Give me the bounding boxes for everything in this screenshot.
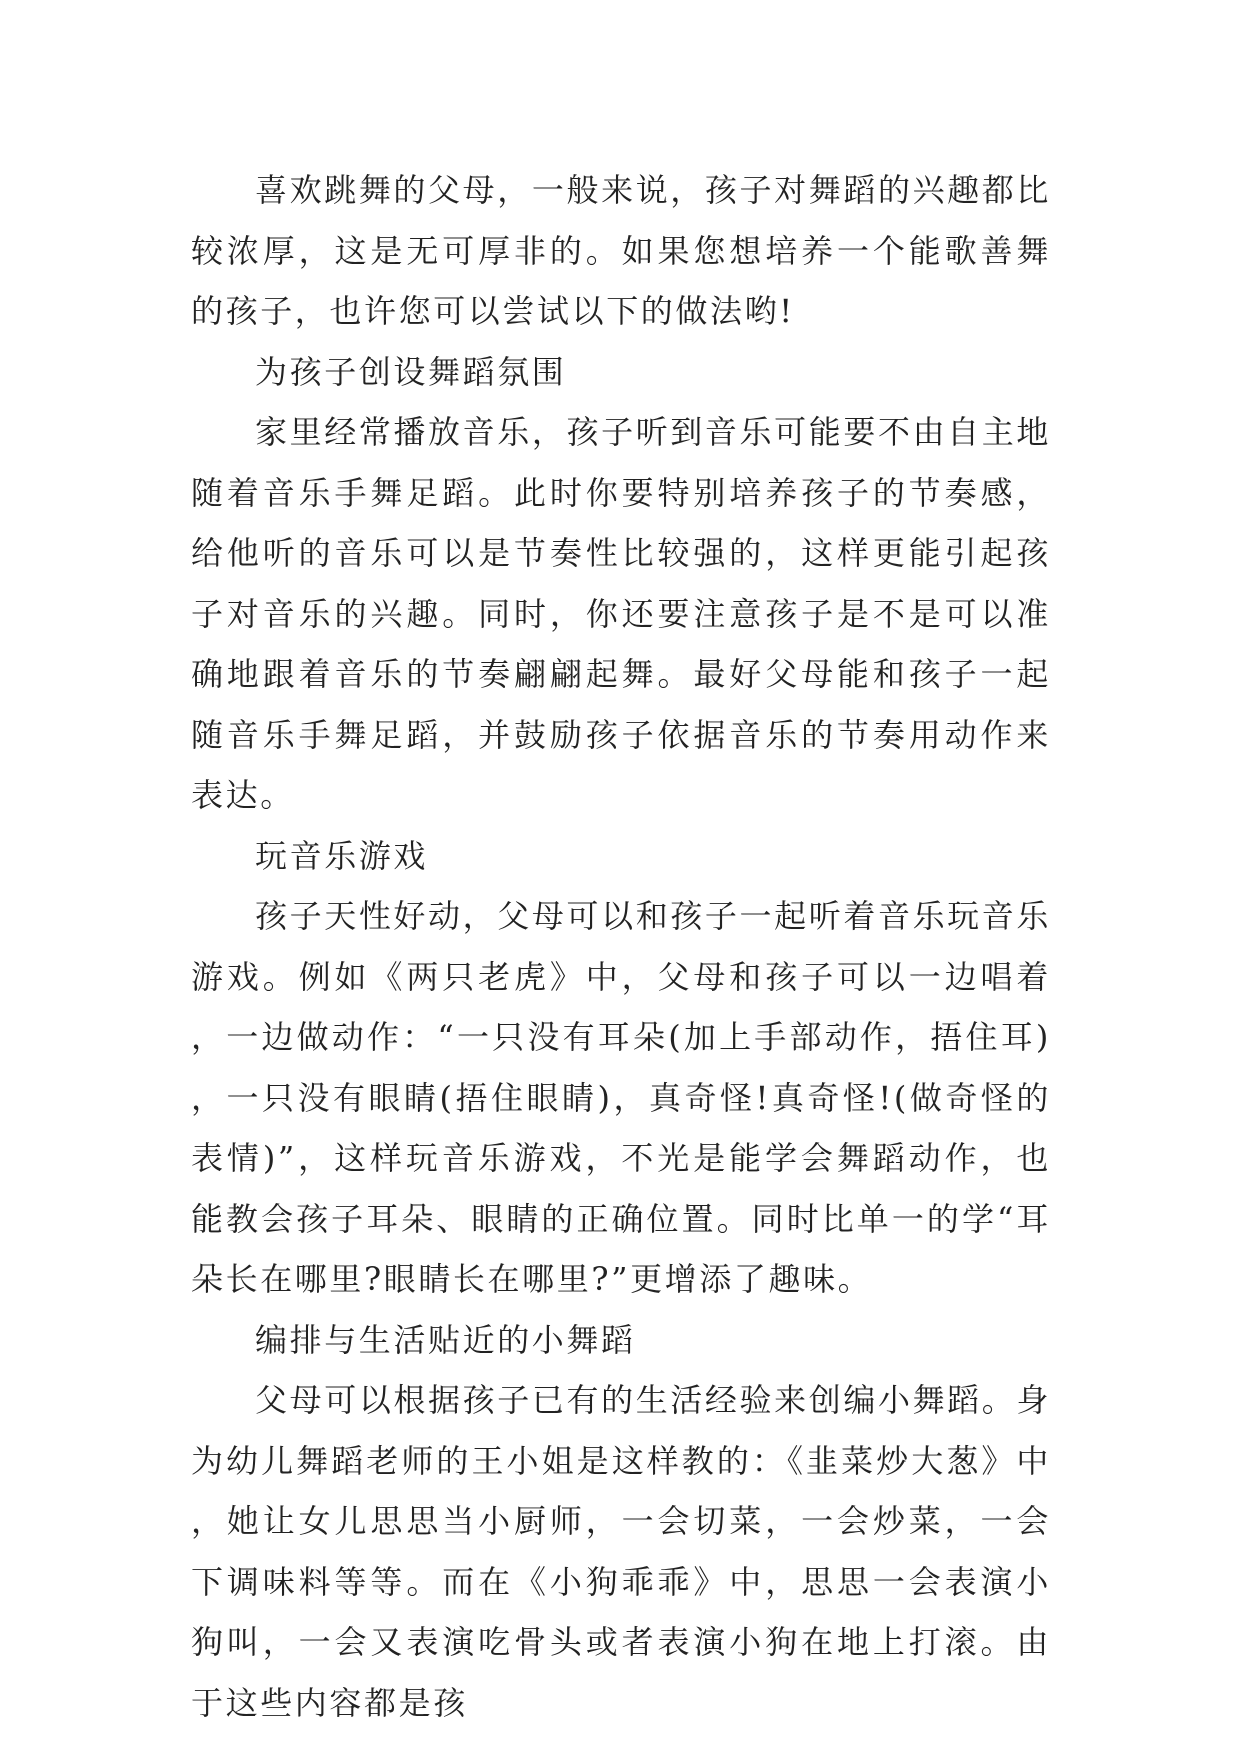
heading-dance-atmosphere: 为孩子创设舞蹈氛围 [255, 352, 567, 391]
heading-music-games: 玩音乐游戏 [255, 836, 429, 875]
document-body [191, 160, 1051, 1733]
paragraph-life-dances: 父母可以根据孩子已有的生活经验来创编小舞蹈。身为幼儿舞蹈老师的王小姐是这样教的：《韭菜炒大葱》中，她让女儿思思当小厨师，一会切菜，一会炒菜，一会下调味料等等。而在《小狗乖乖》中，思思一会表演小狗叫，一会又表演吃骨头或者表演小狗在地上打滚。由于这些内容都是孩 [191, 1381, 1051, 1722]
paragraph-intro: 喜欢跳舞的父母，一般来说，孩子对舞蹈的兴趣都比较浓厚，这是无可厚非的。如果您想培养一个能歌善舞的孩子，也许您可以尝试以下的做法哟! [191, 171, 1051, 330]
heading-life-dances: 编排与生活贴近的小舞蹈 [255, 1320, 636, 1359]
paragraph-dance-atmosphere: 家里经常播放音乐，孩子听到音乐可能要不由自主地随着音乐手舞足蹈。此时你要特别培养孩子的节奏感，给他听的音乐可以是节奏性比较强的，这样更能引起孩子对音乐的兴趣。同时，你还要注意孩子是不是可以准确地跟着音乐的节奏翩翩起舞。最好父母能和孩子一起随音乐手舞足蹈，并鼓励孩子依据音乐的节奏用动作来表达。 [191, 413, 1051, 814]
paragraph-music-games: 孩子天性好动，父母可以和孩子一起听着音乐玩音乐游戏。例如《两只老虎》中，父母和孩子可以一边唱着，一边做动作：“一只没有耳朵(加上手部动作，捂住耳)，一只没有眼睛(捂住眼睛)，真奇怪!真奇怪!(做奇怪的表情)”，这样玩音乐游戏，不光是能学会舞蹈动作，也能教会孩子耳朵、眼睛的正确位置。同时比单一的学“耳朵长在哪里?眼睛长在哪里?”更增添了趣味。 [191, 897, 1051, 1298]
